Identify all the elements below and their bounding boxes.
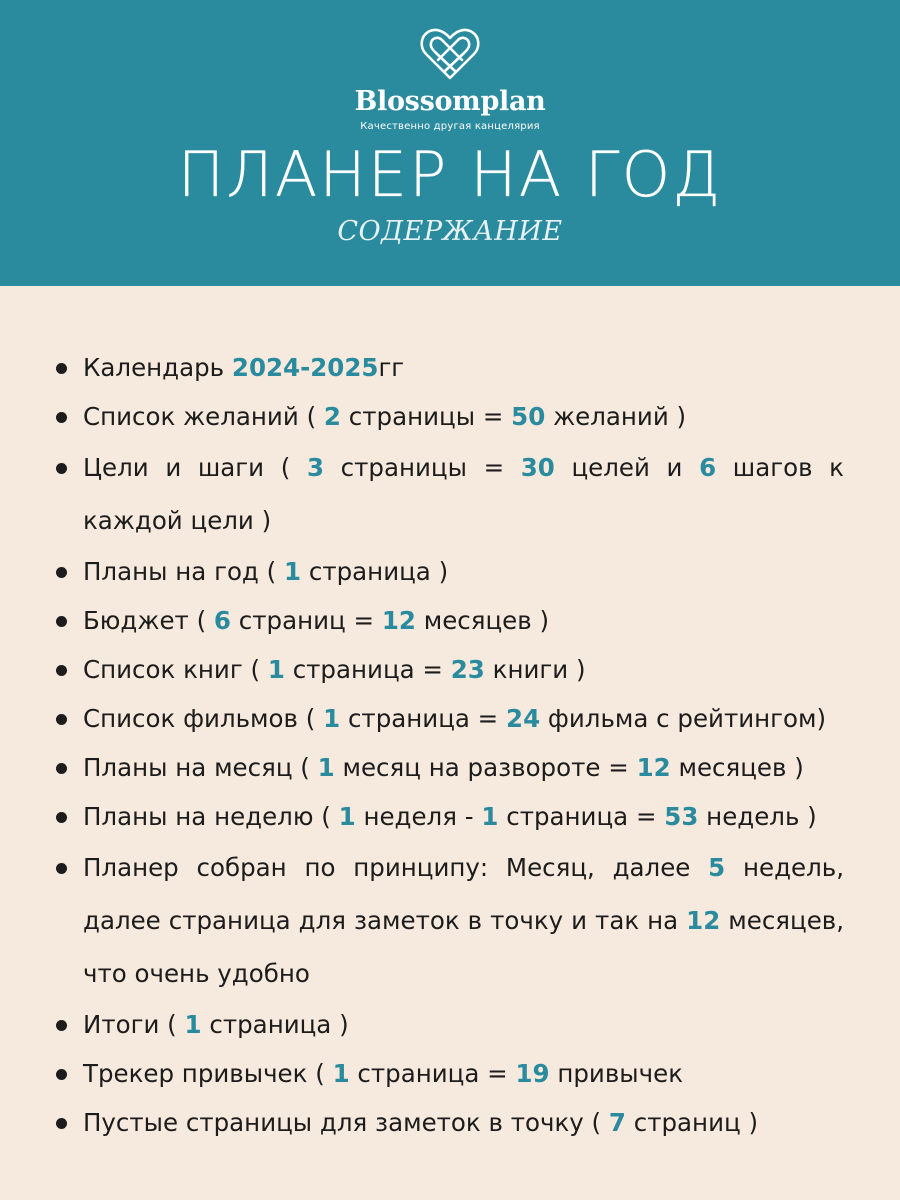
item-text: неделя - xyxy=(355,802,482,831)
contents-list xyxy=(0,343,900,1147)
highlight-number: 12 xyxy=(636,753,671,782)
item-text: страницы = xyxy=(324,453,521,482)
highlight-number: 3 xyxy=(306,453,325,482)
highlight-number: 1 xyxy=(267,655,285,684)
bullet-icon xyxy=(56,812,67,823)
highlight-number: 1 xyxy=(338,802,356,831)
list-item xyxy=(0,441,900,547)
item-text: Планы на год ( xyxy=(83,557,285,586)
highlight-number: 5 xyxy=(708,853,726,882)
item-text: страница ) xyxy=(301,557,449,586)
list-item xyxy=(0,792,900,841)
logo xyxy=(0,26,900,86)
highlight-number: 53 xyxy=(664,802,699,831)
bullet-icon xyxy=(56,1118,67,1129)
item-text: месяцев ) xyxy=(670,753,804,782)
list-item xyxy=(0,547,900,596)
highlight-number: 7 xyxy=(608,1108,626,1137)
heart-knot-icon xyxy=(418,67,482,86)
item-text: желаний ) xyxy=(545,402,687,431)
highlight-number: 6 xyxy=(213,606,231,635)
bullet-icon xyxy=(56,567,67,578)
header-banner xyxy=(0,0,900,286)
highlight-number: 12 xyxy=(381,606,416,635)
item-text: Пустые страницы для заметок в точку ( xyxy=(83,1108,609,1137)
item-text: страниц ) xyxy=(625,1108,759,1137)
item-text: Бюджет ( xyxy=(83,606,214,635)
bullet-icon xyxy=(56,1069,67,1080)
item-text: Список желаний ( xyxy=(83,402,324,431)
list-item xyxy=(0,343,900,392)
bullet-icon xyxy=(56,412,67,423)
item-text: фильма с рейтингом) xyxy=(540,704,827,733)
highlight-number: 1 xyxy=(284,557,302,586)
highlight-number: 12 xyxy=(686,906,721,935)
highlight-number: 1 xyxy=(481,802,499,831)
highlight-number: 2 xyxy=(323,402,341,431)
item-text: Итоги ( xyxy=(83,1010,185,1039)
page-subtitle: СОДЕРЖАНИЕ xyxy=(337,216,563,247)
bullet-icon xyxy=(56,616,67,627)
list-item xyxy=(0,1000,900,1049)
item-text: страница = xyxy=(349,1059,516,1088)
bullet-icon xyxy=(56,665,67,676)
highlight-number: 23 xyxy=(450,655,485,684)
item-text xyxy=(503,402,511,431)
bullet-icon xyxy=(56,463,67,474)
page-title: ПЛАНЕР НА ГОД xyxy=(177,138,723,211)
bullet-icon xyxy=(56,714,67,725)
brand-name: Blossomplan xyxy=(354,86,546,117)
highlight-number: 1 xyxy=(332,1059,350,1088)
item-text: Планы на месяц ( xyxy=(83,753,318,782)
list-item xyxy=(0,1098,900,1147)
item-text: гг xyxy=(378,353,405,382)
list-item xyxy=(0,841,900,1000)
list-item xyxy=(0,743,900,792)
item-text: месяцев ) xyxy=(415,606,550,635)
item-text: страница ) xyxy=(201,1010,349,1039)
item-text: страница = xyxy=(284,655,451,684)
item-text: Календарь xyxy=(83,353,232,382)
item-text: Цели и шаги ( xyxy=(83,453,307,482)
item-text: Список книг ( xyxy=(83,655,268,684)
item-text: недель ) xyxy=(698,802,817,831)
bullet-icon xyxy=(56,763,67,774)
list-item xyxy=(0,645,900,694)
list-item xyxy=(0,596,900,645)
item-text: книги ) xyxy=(484,655,586,684)
bullet-icon xyxy=(56,1020,67,1031)
list-item xyxy=(0,694,900,743)
item-text: Планы на неделю ( xyxy=(83,802,339,831)
item-text: Трекер привычек ( xyxy=(83,1059,333,1088)
highlight-number: 1 xyxy=(317,753,335,782)
item-text: недель, далее страница для заметок в точку и так на xyxy=(83,853,844,935)
item-text: страниц = xyxy=(230,606,382,635)
highlight-number: 19 xyxy=(515,1059,550,1088)
highlight-number: 24 xyxy=(506,704,541,733)
brand-tagline: Качественно другая канцелярия xyxy=(360,121,540,132)
item-text: Список фильмов ( xyxy=(83,704,324,733)
highlight-number: 6 xyxy=(699,453,717,482)
item-text: целей и xyxy=(554,453,700,482)
list-item xyxy=(0,1049,900,1098)
highlight-number: 1 xyxy=(323,704,341,733)
item-text: = xyxy=(482,402,504,431)
highlight-number: 50 xyxy=(511,402,546,431)
item-text: привычек xyxy=(549,1059,683,1088)
item-text: шагов к каждой цели ) xyxy=(83,453,844,535)
list-item xyxy=(0,392,900,441)
item-text: страница = xyxy=(340,704,507,733)
item-text: месяц на развороте = xyxy=(334,753,637,782)
item-text: страницы xyxy=(340,402,483,431)
highlight-number: 30 xyxy=(520,453,555,482)
highlight-number: 1 xyxy=(184,1010,202,1039)
item-text: месяцев, что очень удобно xyxy=(83,906,845,988)
bullet-icon xyxy=(56,863,67,874)
item-text: страница = xyxy=(498,802,665,831)
bullet-icon xyxy=(56,363,67,374)
highlight-number: 2024-2025 xyxy=(231,353,379,382)
item-text: Планер собран по принципу: Месяц, далее xyxy=(83,853,709,882)
